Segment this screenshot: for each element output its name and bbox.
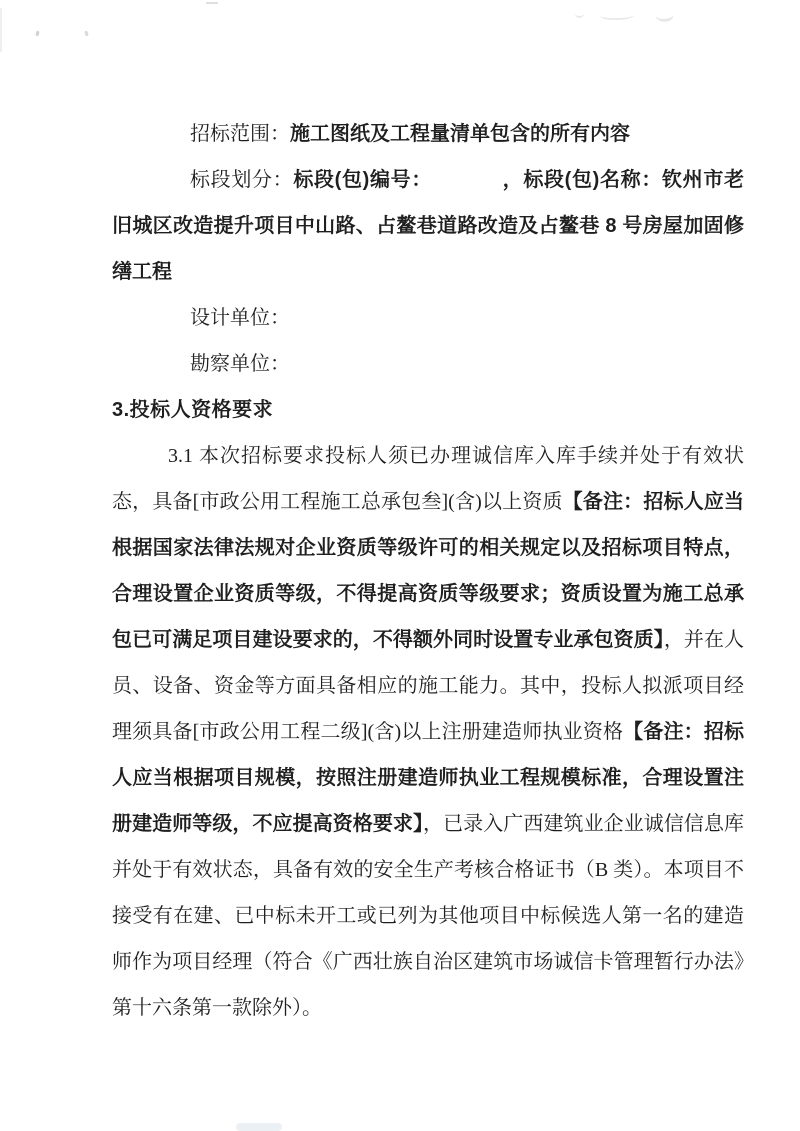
text-segment: 3.1 本次招标要求投标人须已办理诚信库入库手续并处于有效状态，具备[市政公用工程施工总承包叁](含)以上资质 xyxy=(112,445,744,513)
scan-mark-artifact xyxy=(654,7,674,23)
text-segment: 施工图纸及工程量清单包含的所有内容 xyxy=(290,123,630,145)
paragraph xyxy=(112,295,744,341)
scan-mark-artifact xyxy=(600,10,634,20)
text-segment: 【备注：招标人应当根据项目规模，按照注册建造师执业工程规模标准，合理设置注册建造师等级，不应提高资格要求】 xyxy=(112,721,745,835)
document-content xyxy=(112,111,744,1031)
text-segment: 设计单位： xyxy=(190,307,290,329)
text-segment: ，标段(包)名称：钦州市老旧城区改造提升项目中山路、占鳌巷道路改造及占鳌巷 8 号房屋加固修缮工程 xyxy=(112,169,745,283)
text-segment: 3.投标人资格要求 xyxy=(112,399,274,421)
scan-edge-artifact xyxy=(0,8,2,52)
paragraph xyxy=(112,111,744,157)
scan-dash-artifact xyxy=(206,2,218,4)
text-segment: 勘察单位： xyxy=(190,353,290,375)
scan-smudge-artifact xyxy=(236,1123,282,1131)
text-segment: ，已录入广西建筑业企业诚信信息库并处于有效状态，具备有效的安全生产考核合格证书（B 类）。本项目不接受有在建、已中标未开工或已列为其他项目中标候选人第一名的建造师作为项目经理（符合《广西壮族自治区建筑市场诚信卡管理暂行办法》第十六条第一款除外）。 xyxy=(112,813,745,1019)
ink-speck xyxy=(84,31,88,37)
text-segment: 招标范围： xyxy=(190,123,290,145)
blank-fill-in-space xyxy=(432,185,502,186)
paragraph xyxy=(112,433,744,1031)
section-heading xyxy=(112,387,744,433)
scan-mark-artifact xyxy=(575,11,584,18)
text-segment: 标段划分： xyxy=(190,169,294,191)
ink-speck xyxy=(35,31,39,37)
paragraph xyxy=(112,341,744,387)
text-segment: 【备注：招标人应当根据国家法律法规对企业资质等级许可的相关规定以及招标项目特点，合理设置企业资质等级，不得提高资质等级要求；资质设置为施工总承包已可满足项目建设要求的，不得额外同时设置专业承包资质】 xyxy=(112,491,745,651)
text-segment: 标段(包)编号： xyxy=(293,169,433,191)
paragraph xyxy=(112,157,744,295)
text-segment: ，并在人员、设备、资金等方面具备相应的施工能力。其中，投标人拟派项目经理须具备[市政公用工程二级](含)以上注册建造师执业资格 xyxy=(112,629,745,743)
